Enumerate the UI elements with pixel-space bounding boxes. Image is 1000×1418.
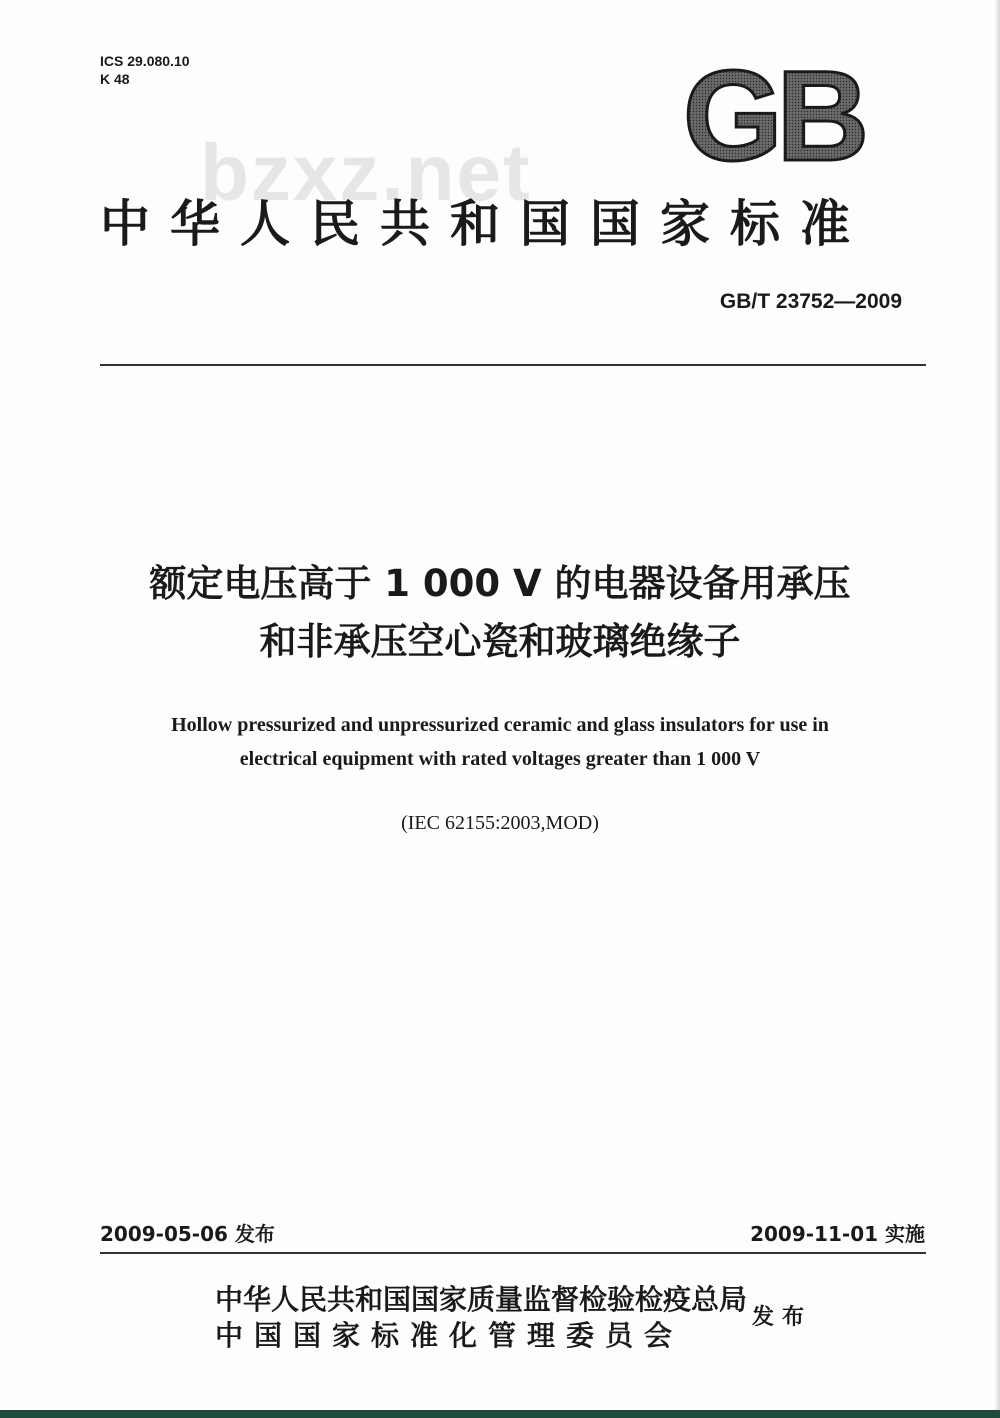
publish-label: 发布: [752, 1304, 813, 1330]
classification-codes: [100, 52, 190, 88]
english-title-line-1: Hollow pressurized and unpressurized ceramic and glass insulators for use in: [171, 714, 829, 736]
ics-code: ICS 29.080.10: [100, 53, 190, 69]
watermark: bzxz.net: [200, 128, 532, 217]
chinese-title-line-2: 和非承压空心瓷和玻璃绝缘子: [259, 620, 741, 663]
adoption-reference: (IEC 62155:2003,MOD): [401, 812, 599, 834]
chinese-title: [0, 555, 1000, 671]
issuer-sac: 中国国家标准化管理委员会: [215, 1319, 684, 1352]
issue-date: 2009-05-06 发布: [100, 1222, 275, 1246]
footer-divider: [100, 1252, 926, 1254]
implementation-date: 2009-11-01 实施: [750, 1222, 925, 1246]
english-title-line-2: electrical equipment with rated voltages greater than 1 000 V: [239, 748, 761, 770]
header-divider: [100, 364, 926, 366]
issuer-aqsiq: 中华人民共和国国家质量监督检验检疫总局: [215, 1283, 748, 1316]
bottom-bar: [0, 1410, 1000, 1418]
standard-number: GB/T 23752—2009: [719, 290, 902, 313]
page-edge-shadow: [994, 0, 1000, 1418]
chinese-title-line-1: 额定电压高于 1 000 V 的电器设备用承压: [149, 562, 851, 605]
standard-type-title: 中华人民共和国国家标准: [100, 194, 870, 253]
english-title: [0, 708, 1000, 776]
gb-logo-text: GB: [683, 62, 863, 174]
issuing-organizations: [215, 1282, 747, 1354]
ccs-code: K 48: [100, 71, 130, 87]
gb-logo: [668, 62, 878, 174]
